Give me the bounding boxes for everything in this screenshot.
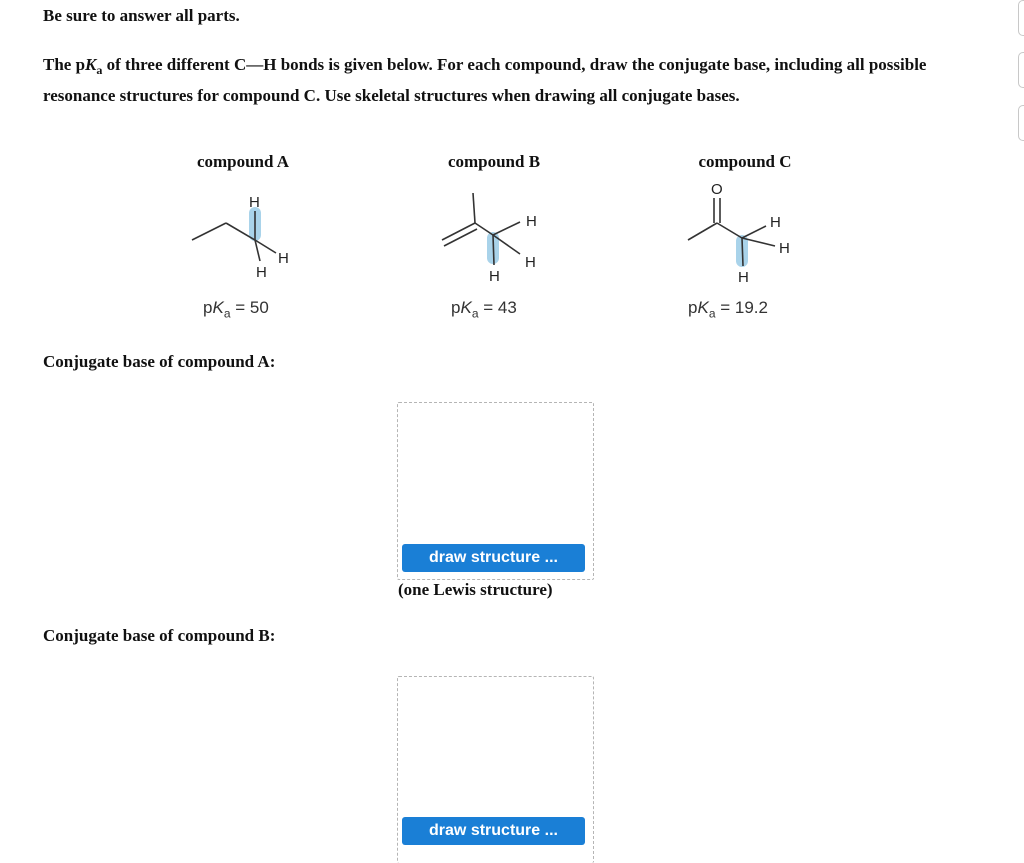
compound-a-pka — [203, 298, 269, 320]
pka-sub: a — [708, 306, 716, 321]
side-tab[interactable] — [1018, 105, 1024, 141]
atom-h: H — [489, 268, 500, 285]
draw-structure-button-b[interactable]: draw structure ... — [402, 817, 585, 845]
question-k: K — [85, 55, 97, 74]
side-tab[interactable] — [1018, 52, 1024, 88]
draw-area-b[interactable] — [397, 676, 594, 863]
pka-p: p — [451, 298, 461, 317]
side-tab[interactable] — [1018, 0, 1024, 36]
atom-h: H — [738, 269, 749, 286]
conjugate-base-b-label: Conjugate base of compound B: — [43, 626, 276, 645]
compound-c-title: compound C — [698, 152, 792, 171]
pka-k: K — [460, 298, 472, 317]
compound-b-title: compound B — [447, 152, 541, 171]
question-sub-a: a — [96, 63, 103, 77]
atom-h: H — [779, 240, 790, 257]
atom-h: H — [526, 213, 537, 230]
pka-k: K — [697, 298, 709, 317]
compound-c-structure — [680, 178, 820, 288]
atom-h: H — [770, 214, 781, 231]
atom-h: H — [256, 264, 267, 281]
pka-k: K — [212, 298, 224, 317]
pka-value: = 50 — [235, 298, 269, 317]
compound-b-structure — [430, 185, 570, 285]
lewis-structure-note: (one Lewis structure) — [398, 580, 553, 599]
pka-p: p — [203, 298, 213, 317]
atom-h: H — [249, 194, 260, 211]
pka-sub: a — [223, 306, 231, 321]
atom-h: H — [278, 250, 289, 267]
draw-area-a[interactable] — [397, 402, 594, 580]
compound-a-title: compound A — [196, 152, 290, 171]
pka-sub: a — [471, 306, 479, 321]
conjugate-base-a-label: Conjugate base of compound A: — [43, 352, 276, 371]
question-part1: The p — [43, 55, 86, 74]
pka-p: p — [688, 298, 698, 317]
pka-value: = 43 — [483, 298, 517, 317]
pka-value: = 19.2 — [720, 298, 768, 317]
compound-c-pka — [688, 298, 768, 320]
instructions-text: Be sure to answer all parts. — [43, 6, 240, 25]
question-part2: of three different C—H bonds is given below. For each compound, draw the conjugate base, including all possible resonance structures for compound C. Use skeletal structures when drawing all conjugate bases. — [43, 55, 927, 105]
compound-b-pka — [451, 298, 517, 320]
question-text — [43, 52, 973, 108]
compound-a-structure — [180, 185, 310, 285]
atom-h: H — [525, 254, 536, 271]
draw-structure-button-a[interactable]: draw structure ... — [402, 544, 585, 572]
atom-o: O — [711, 181, 723, 198]
